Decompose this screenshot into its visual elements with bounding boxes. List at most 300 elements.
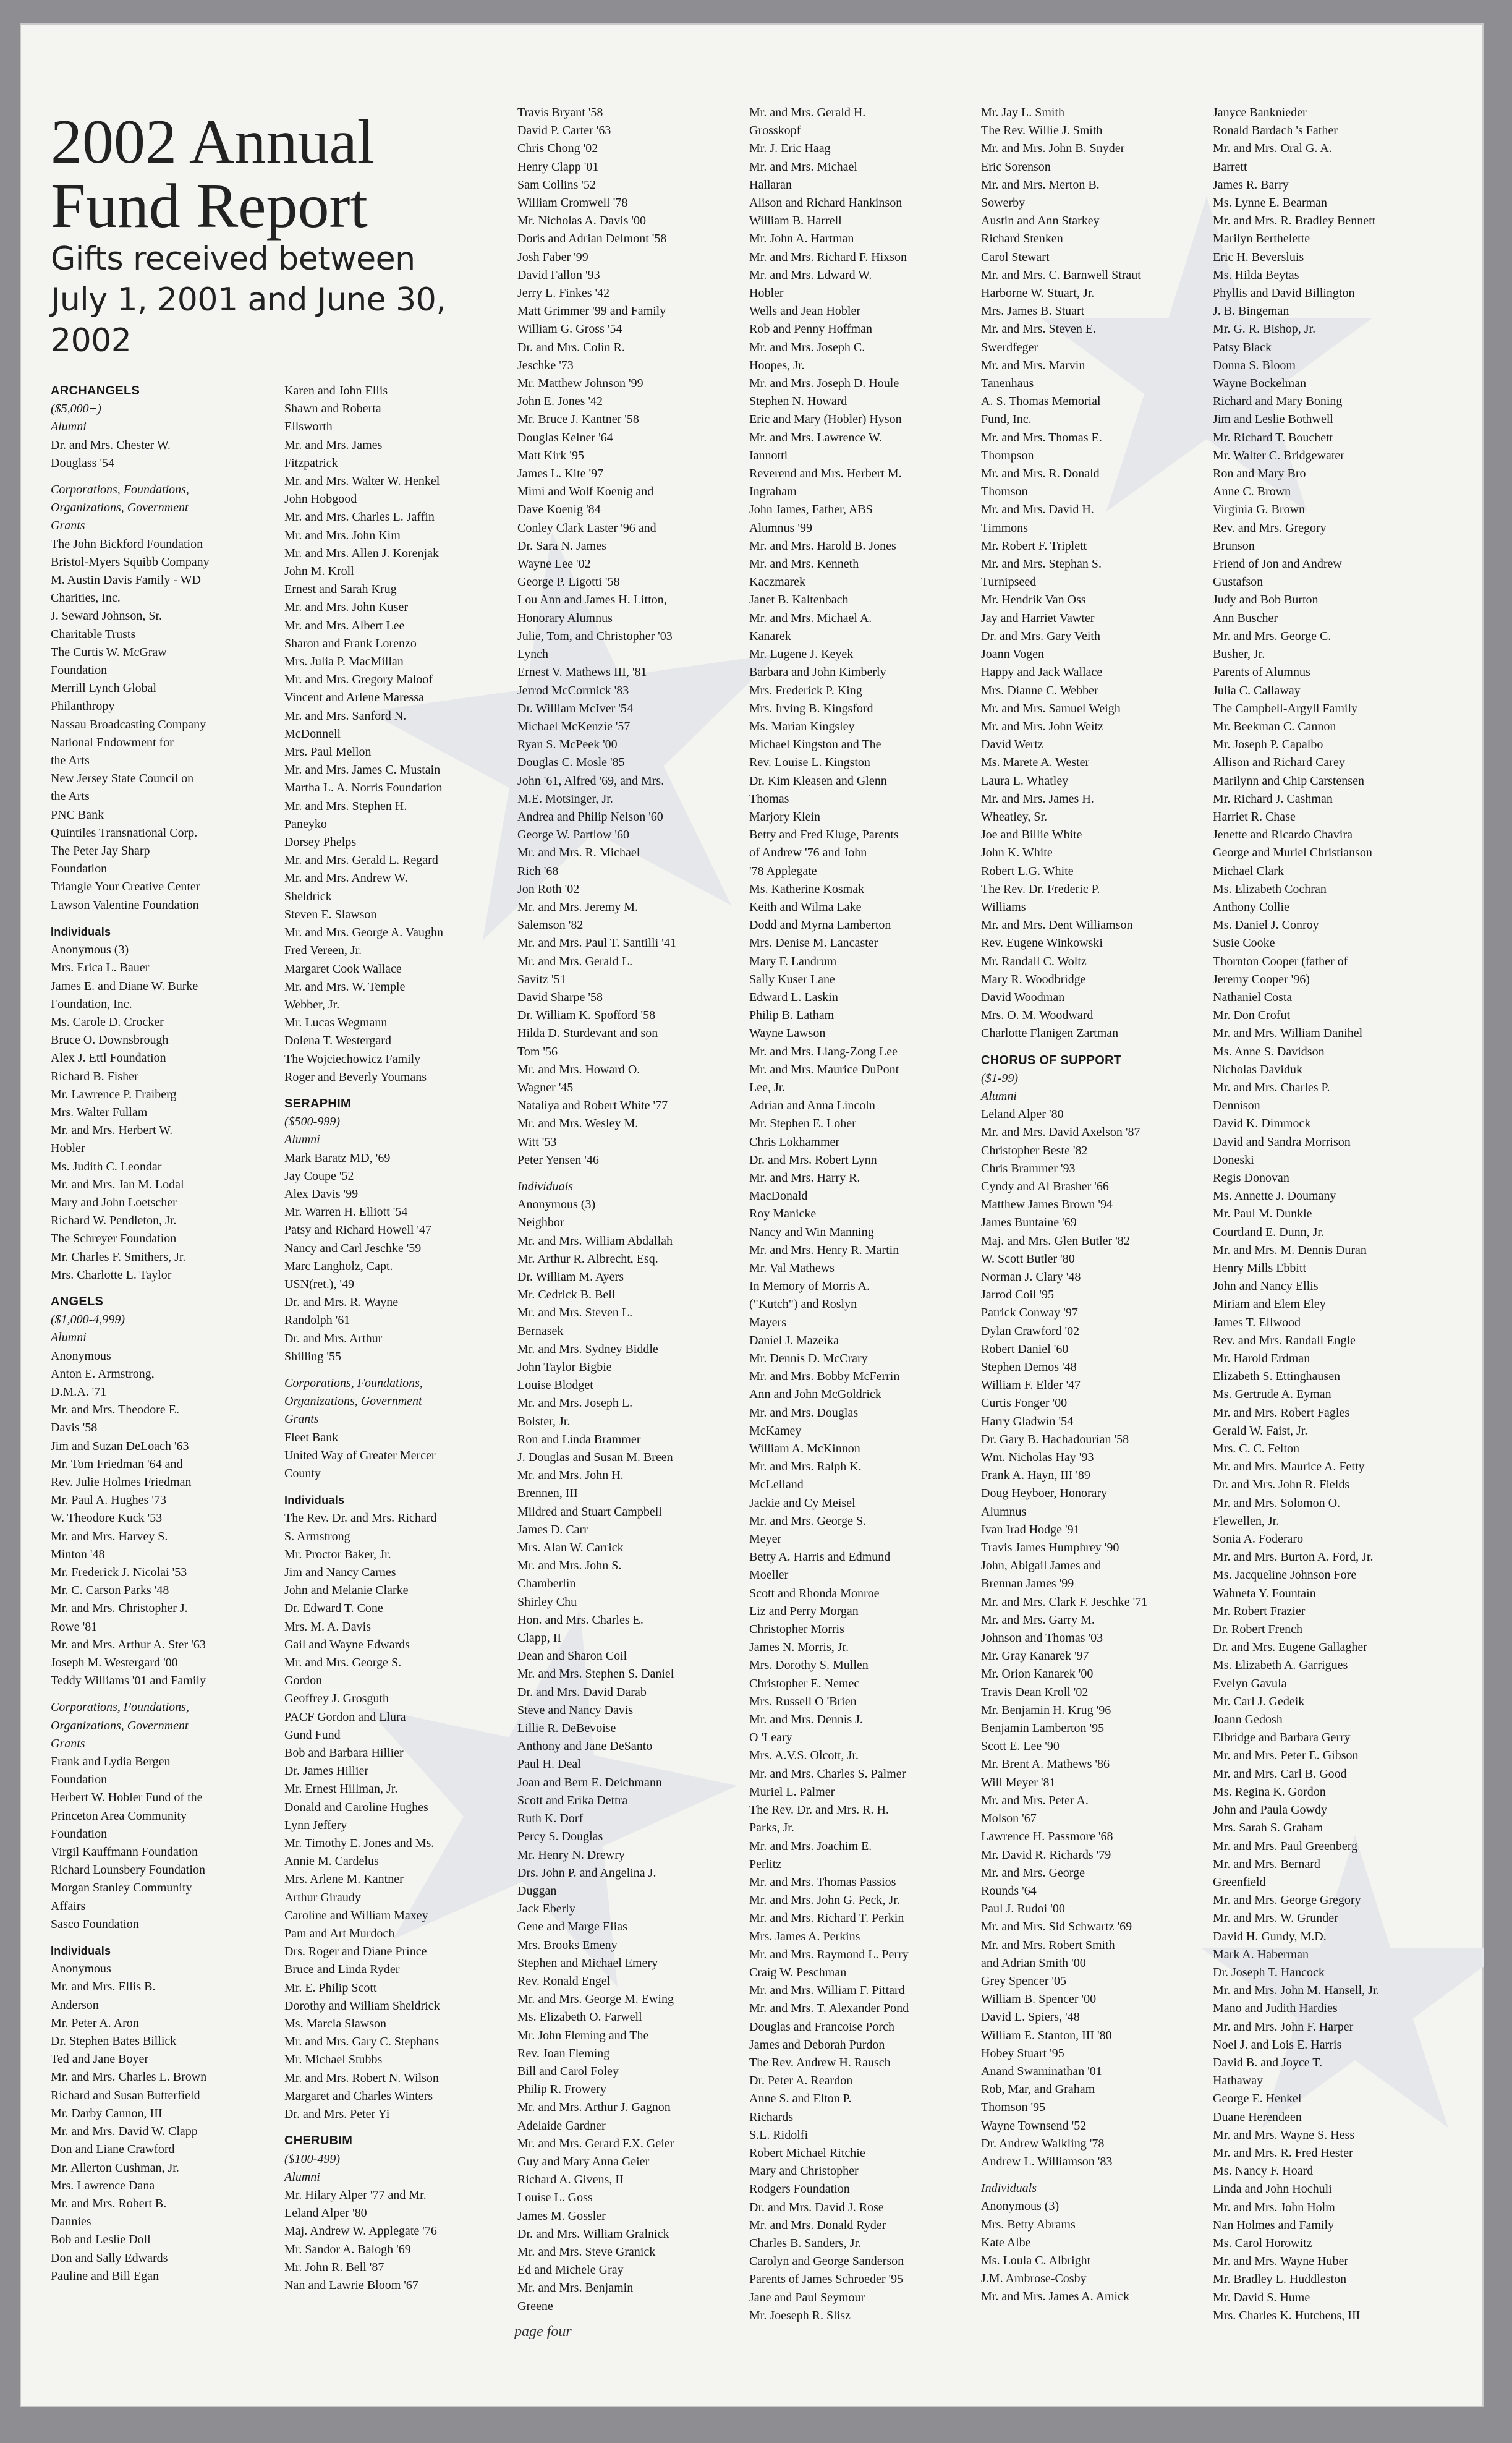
donor-line: Gordon — [284, 1674, 323, 1688]
spacer — [51, 1284, 292, 1293]
donor-line: Ed and Michele Gray — [517, 2263, 624, 2277]
donor-line: Harriet R. Chase — [1213, 809, 1296, 824]
donor-line: Mr. Hilary Alper '77 and Mr. — [284, 2188, 427, 2202]
donor-line: Jerry L. Finkes '42 — [517, 286, 610, 301]
donor-line: Hobey Stuart '95 — [981, 2046, 1064, 2060]
donor-line: Joann Vogen — [981, 647, 1045, 662]
donor-line: Jack Eberly — [517, 1902, 575, 1916]
donor-line: Turnipseed — [981, 575, 1037, 589]
donor-line: O 'Leary — [749, 1731, 792, 1745]
donor-line: Ms. Judith C. Leondar — [51, 1159, 162, 1174]
donor-line: Dr. and Mrs. Chester W. — [51, 438, 171, 452]
donor-line: Mr. Richard T. Bouchett — [1213, 430, 1333, 445]
spacer — [517, 1169, 752, 1178]
donor-line: Salemson '82 — [517, 918, 584, 932]
donor-line: Christopher E. Nemec — [749, 1676, 860, 1690]
donor-line: Travis Bryant '58 — [517, 106, 603, 119]
donor-line: Mr. Proctor Baker, Jr. — [284, 1547, 391, 1561]
donor-line: Mr. and Mrs. Michael A. — [749, 611, 872, 625]
donor-line: Chris Chong '02 — [517, 142, 598, 156]
donor-line: Kaczmarek — [749, 575, 806, 589]
donor-line: Julie, Tom, and Christopher '03 — [517, 629, 673, 643]
donor-line: Honorary Alumnus — [517, 611, 613, 625]
subtitle-line-1: Gifts received between — [51, 241, 415, 278]
donor-line: Mr. C. Carson Parks '48 — [51, 1584, 169, 1598]
donor-line: Dennison — [1213, 1099, 1260, 1113]
donor-line: and Adrian Smith '00 — [981, 1956, 1086, 1970]
donor-line: Mr. and Mrs. Wayne Huber — [1213, 2254, 1349, 2269]
donor-line: Ms. Elizabeth A. Garrigues — [1213, 1658, 1348, 1673]
donor-line: Jay Coupe '52 — [284, 1169, 354, 1183]
donor-line: Nicholas Daviduk — [1213, 1062, 1302, 1077]
donor-line: David Sharpe '58 — [517, 990, 603, 1004]
donor-line: A. S. Thomas Memorial — [981, 394, 1101, 409]
donor-line: Jim and Leslie Bothwell — [1213, 412, 1333, 427]
donor-line: Mr. and Mrs. Richard F. Hixson — [749, 250, 907, 264]
donor-line: Richard A. Givens, II — [517, 2173, 624, 2187]
donor-line: Sam Collins '52 — [517, 177, 596, 192]
donor-line: Tanenhaus — [981, 377, 1034, 391]
donor-line: Flewellen, Jr. — [1213, 1514, 1280, 1528]
group-label: Corporations, Foundations, — [51, 483, 189, 497]
donor-line: Dolena T. Westergard — [284, 1034, 391, 1048]
donor-line: Rev. Eugene Winkowski — [981, 936, 1103, 950]
donor-line: Mr. and Mrs. George A. Vaughn — [284, 926, 444, 940]
donor-line: Richard W. Pendleton, Jr. — [51, 1214, 177, 1228]
donor-line: Gail and Wayne Edwards — [284, 1637, 410, 1652]
donor-line: Mr. and Mrs. Clark F. Jeschke '71 — [981, 1595, 1148, 1609]
donor-line: Travis Dean Kroll '02 — [981, 1685, 1089, 1699]
donor-line: Mr. and Mrs. Michael — [749, 160, 857, 174]
donor-line: Sharon and Frank Lorenzo — [284, 636, 417, 650]
donor-line: Roger and Beverly Youmans — [284, 1070, 427, 1084]
donor-line: Paul H. Deal — [517, 1757, 581, 1771]
donor-line: Mano and Judith Hardies — [1213, 2002, 1338, 2016]
donor-line: Mr. and Mrs. Steven E. — [981, 322, 1097, 336]
donor-line: Mr. Sandor A. Balogh '69 — [284, 2242, 411, 2256]
spacer — [284, 1366, 525, 1375]
donor-line: Mr. and Mrs. Joachim E. — [749, 1839, 872, 1853]
spacer — [51, 915, 292, 923]
donor-line: Mrs. Walter Fullam — [51, 1105, 148, 1119]
donor-line: Muriel L. Palmer — [749, 1784, 835, 1799]
donor-line: Ms. Anne S. Davidson — [1213, 1044, 1325, 1059]
group-label: Grants — [51, 519, 85, 533]
donor-line: The Wojciechowicz Family — [284, 1052, 421, 1066]
donor-line: Robert L.G. White — [981, 864, 1074, 878]
donor-line: Mr. and Mrs. Stephen S. Daniel — [517, 1667, 674, 1681]
donor-line: Dr. Kim Kleasen and Glenn — [749, 774, 887, 788]
spacer — [284, 1483, 525, 1491]
donor-line: Mr. and Mrs. James A. Amick — [981, 2290, 1129, 2304]
donor-line: Maj. Andrew W. Applegate '76 — [284, 2224, 437, 2238]
donor-line: George E. Henkel — [1213, 2092, 1302, 2106]
donor-line: Ms. Elizabeth Cochran — [1213, 882, 1327, 896]
donor-line: Mr. David S. Hume — [1213, 2290, 1310, 2304]
donor-line: Ruth K. Dorf — [517, 1812, 584, 1826]
donor-line: Ms. Regina K. Gordon — [1213, 1784, 1326, 1799]
page-footer: page four — [514, 2324, 572, 2340]
donor-line: Hathaway — [1213, 2074, 1264, 2088]
donor-line: Mr. and Mrs. Maurice A. Fetty — [1213, 1460, 1365, 1474]
level-heading: ANGELS — [51, 1294, 104, 1308]
donor-line: Janyce Banknieder — [1213, 106, 1307, 119]
donor-line: Andrew L. Williamson '83 — [981, 2154, 1113, 2168]
donor-line: Lynn Jeffery — [284, 1818, 347, 1832]
donor-line: John '61, Alfred '69, and Mrs. — [517, 774, 665, 788]
donor-line: James R. Barry — [1213, 177, 1289, 192]
donor-line: Jon Roth '02 — [517, 882, 580, 896]
donor-line: Conley Clark Laster '96 and — [517, 521, 656, 535]
donor-line: Mr. Tom Friedman '64 and — [51, 1457, 183, 1471]
donor-line: Mr. Val Mathews — [749, 1261, 835, 1275]
donor-line: Dr. and Mrs. David Darab — [517, 1685, 647, 1699]
donor-line: Mrs. Brooks Emeny — [517, 1938, 618, 1952]
level-heading: CHORUS OF SUPPORT — [981, 1053, 1122, 1067]
donor-line: Mimi and Wolf Koenig and — [517, 485, 654, 499]
donor-line: Robert Daniel '60 — [981, 1342, 1069, 1356]
donor-line: Molson '67 — [981, 1812, 1037, 1826]
donor-line: James Buntaine '69 — [981, 1216, 1077, 1230]
donor-line: Ted and Jane Boyer — [51, 2052, 148, 2066]
donor-line: Mr. and Mrs. R. Michael — [517, 846, 640, 860]
donor-line: Mr. Darby Cannon, III — [51, 2106, 163, 2120]
donor-line: Tom '56 — [517, 1044, 558, 1059]
donor-line: Mr. and Mrs. John Kim — [284, 528, 401, 542]
donor-line: Donald and Caroline Hughes — [284, 1800, 428, 1814]
donor-line: Rich '68 — [517, 864, 559, 878]
donor-line: The Campbell-Argyll Family — [1213, 701, 1358, 715]
donor-line: Mr. and Mrs. W. Temple — [284, 979, 406, 994]
donor-line: Dr. Gary B. Hachadourian '58 — [981, 1432, 1129, 1446]
donor-line: McDonnell — [284, 727, 341, 741]
donor-line: Mr. and Mrs. C. Barnwell Straut — [981, 268, 1141, 282]
group-heading: Individuals — [284, 1494, 345, 1507]
donor-line: Mrs. Charles K. Hutchens, III — [1213, 2308, 1361, 2322]
donor-line: M.E. Motsinger, Jr. — [517, 791, 613, 806]
donor-line: Dr. and Mrs. Gary Veith — [981, 629, 1100, 643]
donor-line: Mr. Allerton Cushman, Jr. — [51, 2160, 179, 2175]
donor-line: Mr. Paul M. Dunkle — [1213, 1207, 1312, 1221]
donor-line: W. Scott Butler '80 — [981, 1251, 1075, 1266]
donor-line: Mrs. Erica L. Bauer — [51, 961, 150, 975]
donor-line: Leland Alper '80 — [284, 2206, 367, 2220]
donor-line: Mr. and Mrs. Thomas E. — [981, 430, 1102, 445]
spacer — [51, 1690, 292, 1699]
donor-line: Doneski — [1213, 1153, 1254, 1167]
donor-line: Don and Liane Crawford — [51, 2142, 175, 2157]
donor-line: Jane and Paul Seymour — [749, 2290, 865, 2304]
donor-line: Anonymous — [51, 1962, 111, 1976]
donor-line: Dave Koenig '84 — [517, 503, 601, 517]
donor-line: Ernest V. Mathews III, '81 — [517, 665, 647, 680]
donor-line: Mary R. Woodbridge — [981, 972, 1086, 986]
donor-line: Mr. Peter A. Aron — [51, 2016, 139, 2030]
donor-line: Greene — [517, 2299, 553, 2313]
donor-line: Matthew James Brown '94 — [981, 1198, 1113, 1212]
donor-line: Gene and Marge Elias — [517, 1920, 627, 1934]
donor-line: Sonia A. Foderaro — [1213, 1532, 1304, 1546]
donor-line: Charitable Trusts — [51, 627, 136, 641]
donor-line: Parents of James Schroeder '95 — [749, 2272, 904, 2287]
donor-line: Brennen, III — [517, 1486, 578, 1501]
donor-line: USN(ret.), '49 — [284, 1277, 355, 1291]
donor-line: Mrs. Russell O 'Brien — [749, 1694, 857, 1708]
donor-line: Mr. Cedrick B. Bell — [517, 1288, 616, 1302]
donor-line: William B. Spencer '00 — [981, 1992, 1097, 2006]
donor-line: Jackie and Cy Meisel — [749, 1496, 856, 1510]
donor-line: Rev. Julie Holmes Friedman — [51, 1475, 192, 1489]
donor-line: Mr. Stephen E. Loher — [749, 1117, 856, 1131]
donor-line: Joan and Bern E. Deichmann — [517, 1775, 662, 1789]
donor-line: Mr. and Mrs. Harry R. — [749, 1170, 860, 1185]
donor-line: Foundation — [51, 1773, 108, 1787]
donor-line: Mr. and Mrs. John B. Snyder — [981, 142, 1125, 156]
donor-line: Sasco Foundation — [51, 1917, 139, 1931]
donor-line: Dr. James Hillier — [284, 1764, 369, 1778]
donor-line: Thornton Cooper (father of — [1213, 954, 1348, 968]
donor-line: Mr. and Mrs. Harvey S. — [51, 1529, 168, 1543]
donor-line: Mr. Jay L. Smith — [981, 106, 1065, 119]
donor-line: Mr. and Mrs. R. Bradley Bennett — [1213, 214, 1376, 228]
donor-line: The Rev. Willie J. Smith — [981, 124, 1103, 138]
donor-line: Dr. Edward T. Cone — [284, 1601, 383, 1616]
donor-line: Mr. and Mrs. Dennis J. — [749, 1713, 863, 1727]
donor-line: Mr. and Mrs. Christopher J. — [51, 1601, 188, 1616]
donor-line: Marjory Klein — [749, 809, 820, 824]
donor-line: Mrs. O. M. Woodward — [981, 1008, 1094, 1023]
donor-line: Mr. Benjamin H. Krug '96 — [981, 1703, 1111, 1717]
donor-line: Eric Sorenson — [981, 160, 1051, 174]
donor-line: Mr. and Mrs. Richard T. Perkin — [749, 1911, 904, 1925]
donor-line: Mr. and Mrs. John S. — [517, 1559, 622, 1573]
donor-line: Fred Vereen, Jr. — [284, 944, 362, 958]
donor-line: Mr. and Mrs. Arthur A. Ster '63 — [51, 1637, 206, 1652]
donor-line: Will Meyer '81 — [981, 1775, 1056, 1789]
donor-line: Dr. Andrew Walkling '78 — [981, 2136, 1105, 2151]
donor-line: Ms. Lynne E. Bearman — [1213, 196, 1327, 210]
donor-line: Scott and Erika Dettra — [517, 1793, 628, 1807]
donor-line: Mr. Beekman C. Cannon — [1213, 719, 1336, 733]
donor-line: In Memory of Morris A. — [749, 1279, 870, 1294]
donor-line: Dr. Sara N. James — [517, 539, 606, 553]
donor-line: Mr. and Mrs. Theodore E. — [51, 1403, 179, 1417]
donor-line: Mr. Charles F. Smithers, Jr. — [51, 1250, 186, 1264]
donor-line: Sheldrick — [284, 889, 332, 903]
donor-line: Ivan Irad Hodge '91 — [981, 1522, 1080, 1537]
donor-line: Bernasek — [517, 1324, 564, 1338]
donor-line: Mr. and Mrs. Charles L. Brown — [51, 2070, 207, 2084]
donor-line: Parks, Jr. — [749, 1821, 794, 1835]
donor-line: Anonymous (3) — [981, 2199, 1060, 2214]
donor-line: Steve and Nancy Davis — [517, 1703, 634, 1717]
donor-line: Mr. Eugene J. Keyek — [749, 647, 854, 662]
donor-line: Brennan James '99 — [981, 1577, 1074, 1591]
donor-line: Richard and Susan Butterfield — [51, 2088, 200, 2102]
donor-line: Mr. and Mrs. Henry R. Martin — [749, 1243, 899, 1257]
donor-column-2 — [284, 382, 525, 2295]
donor-line: Mr. Joeseph R. Slisz — [749, 2308, 851, 2322]
donor-line: Bob and Barbara Hillier — [284, 1746, 404, 1760]
donor-line: Mr. and Mrs. Howard O. — [517, 1062, 640, 1077]
donor-line: Mr. and Mrs. Herbert W. — [51, 1123, 173, 1138]
donor-line: Mr. and Mrs. Paul T. Santilli '41 — [517, 936, 676, 950]
donor-line: Grey Spencer '05 — [981, 1974, 1066, 1988]
donor-line: Ms. Carol Horowitz — [1213, 2236, 1312, 2250]
donor-line: Anton E. Armstrong, — [51, 1366, 155, 1381]
donor-line: Moeller — [749, 1568, 789, 1582]
donor-line: Mr. J. Eric Haag — [749, 142, 831, 156]
donor-line: Douglass '54 — [51, 456, 115, 470]
donor-line: Anderson — [51, 1998, 99, 2012]
donor-column-6 — [1213, 104, 1448, 2325]
donor-line: Mr. and Mrs. William Danihel — [1213, 1026, 1363, 1041]
donor-line: Eric and Mary (Hobler) Hyson — [749, 412, 902, 427]
donor-line: Wahneta Y. Fountain — [1213, 1586, 1316, 1600]
donor-line: Hoopes, Jr. — [749, 358, 805, 372]
donor-line: Louise Blodget — [517, 1378, 593, 1392]
donor-line: Ms. Elizabeth O. Farwell — [517, 2010, 642, 2024]
donor-line: Patsy and Richard Howell '47 — [284, 1223, 432, 1237]
donor-line: John and Nancy Ellis — [1213, 1279, 1319, 1294]
donor-line: Lee, Jr. — [749, 1080, 786, 1094]
donor-line: Jeschke '73 — [517, 358, 574, 372]
donor-line: Mr. John Fleming and The — [517, 2028, 649, 2042]
donor-line: Mr. and Mrs. David W. Clapp — [51, 2125, 198, 2139]
donor-line: Hilda D. Sturdevant and son — [517, 1026, 658, 1041]
donor-line: Mr. E. Philip Scott — [284, 1980, 377, 1995]
donor-line: Rev. Ronald Engel — [517, 1974, 611, 1988]
donor-line: Lawrence H. Passmore '68 — [981, 1830, 1113, 1844]
donor-line: Quintiles Transnational Corp. — [51, 825, 198, 840]
donor-line: Mr. and Mrs. David H. — [981, 503, 1094, 517]
donor-line: John Hobgood — [284, 492, 357, 506]
donor-line: Anthony Collie — [1213, 900, 1289, 914]
donor-line: Paneyko — [284, 817, 327, 831]
donor-line: Wells and Jean Hobler — [749, 304, 860, 318]
donor-line: Mr. Lawrence P. Fraiberg — [51, 1087, 177, 1101]
donor-line: Scott E. Lee '90 — [981, 1739, 1060, 1754]
donor-line: Mr. and Mrs. George S. — [284, 1656, 402, 1670]
donor-line: Laura L. Whatley — [981, 774, 1069, 788]
donor-line: Doris and Adrian Delmont '58 — [517, 232, 667, 246]
donor-line: Mr. and Mrs. Raymond L. Perry — [749, 1947, 909, 1961]
group-label: Alumni — [51, 1331, 87, 1345]
donor-line: Fleet Bank — [284, 1430, 339, 1444]
donor-line: Mr. and Mrs. Wayne S. Hess — [1213, 2128, 1355, 2142]
donor-line: Patrick Conway '97 — [981, 1306, 1078, 1320]
donor-line: Mr. and Mrs. Maurice DuPont — [749, 1062, 899, 1077]
donor-line: Mr. and Mrs. M. Dennis Duran — [1213, 1243, 1367, 1257]
donor-line: Mrs. C. C. Felton — [1213, 1442, 1300, 1456]
donor-line: Richard Lounsbery Foundation — [51, 1863, 205, 1877]
donor-line: Martha L. A. Norris Foundation — [284, 781, 443, 795]
donor-line: Josh Faber '99 — [517, 250, 588, 264]
donor-line: Mr. Timothy E. Jones and Ms. — [284, 1836, 435, 1851]
donor-line: Mr. Matthew Johnson '99 — [517, 377, 643, 391]
donor-line: Mr. and Mrs. Robert Fagles — [1213, 1405, 1350, 1420]
report-page — [20, 23, 1484, 2407]
donor-line: Mr. Henry N. Drewry — [517, 1848, 625, 1862]
donor-line: Chamberlin — [517, 1577, 576, 1591]
donor-line: Mr. Brent A. Mathews '86 — [981, 1757, 1110, 1771]
donor-line: Mrs. Dianne C. Webber — [981, 683, 1098, 697]
donor-line: Mr. and Mrs. Joseph D. Houle — [749, 377, 899, 391]
donor-line: Mr. and Mrs. John F. Harper — [1213, 2019, 1354, 2034]
donor-line: George W. Partlow '60 — [517, 828, 629, 842]
donor-line: Ms. Daniel J. Conroy — [1213, 918, 1319, 932]
donor-line: Mary and John Loetscher — [51, 1195, 177, 1209]
donor-line: J. B. Bingeman — [1213, 304, 1289, 318]
spacer — [284, 2123, 525, 2132]
donor-line: Evelyn Gavula — [1213, 1676, 1287, 1690]
donor-line: Shilling '55 — [284, 1349, 341, 1363]
donor-column-1 — [51, 382, 292, 2285]
donor-line: Mr. and Mrs. Ellis B. — [51, 1980, 156, 1994]
donor-line: Betty and Fred Kluge, Parents — [749, 828, 899, 842]
donor-line: Mr. Orion Kanarek '00 — [981, 1667, 1094, 1681]
donor-line: Dr. and Mrs. John R. Fields — [1213, 1478, 1350, 1492]
donor-line: Mr. and Mrs. Albert Lee — [284, 618, 405, 633]
donor-line: Mr. Harold Erdman — [1213, 1352, 1310, 1366]
donor-line: The Curtis W. McGraw — [51, 645, 167, 659]
donor-line: Neighbor — [517, 1216, 564, 1230]
donor-line: Mr. and Mrs. John Kuser — [284, 600, 408, 615]
level-heading: SERAPHIM — [284, 1096, 351, 1111]
donor-line: Frank A. Hayn, III '89 — [981, 1469, 1090, 1483]
donor-line: John M. Kroll — [284, 565, 354, 579]
donor-line: J. Douglas and Susan M. Breen — [517, 1451, 673, 1465]
donor-line: Friend of Jon and Andrew — [1213, 557, 1342, 571]
donor-line: Dr. and Mrs. Colin R. — [517, 340, 625, 354]
donor-line: Mr. and Mrs. Walter W. Henkel — [284, 474, 440, 488]
donor-line: Douglas and Francoise Porch — [749, 2019, 894, 2034]
donor-line: '78 Applegate — [749, 864, 817, 878]
donor-column-3 — [517, 104, 752, 2316]
donor-line: PNC Bank — [51, 808, 104, 822]
donor-line: Bolster, Jr. — [517, 1414, 571, 1428]
donor-line: Keith and Wilma Lake — [749, 900, 862, 914]
donor-line: Anand Swaminathan '01 — [981, 2064, 1102, 2078]
donor-line: Mr. and Mrs. George Gregory — [1213, 1893, 1361, 1908]
donor-line: Randolph '61 — [284, 1313, 350, 1328]
donor-line: Mr. and Mrs. Andrew W. — [284, 871, 408, 885]
donor-line: Mr. Nicholas A. Davis '00 — [517, 214, 647, 228]
donor-line: Timmons — [981, 521, 1028, 535]
donor-line: Mr. and Mrs. George S. — [749, 1514, 867, 1528]
donor-line: Mary F. Landrum — [749, 954, 837, 968]
donor-line: Mr. and Mrs. George M. Ewing — [517, 1992, 674, 2006]
donor-line: Douglas C. Mosle '85 — [517, 756, 625, 770]
donor-line: Mr. Robert Frazier — [1213, 1604, 1306, 1618]
donor-line: Mrs. Lawrence Dana — [51, 2178, 155, 2193]
donor-line: Vincent and Arlene Maressa — [284, 691, 424, 705]
donor-line: Ms. Gertrude A. Eyman — [1213, 1388, 1331, 1402]
spacer — [981, 2171, 1216, 2180]
donor-line: Anne C. Brown — [1213, 485, 1291, 499]
donor-column-4 — [749, 104, 984, 2325]
donor-line: Duane Herendeen — [1213, 2110, 1302, 2124]
donor-line: Mr. and Mrs. Wesley M. — [517, 1117, 639, 1131]
donor-line: The John Bickford Foundation — [51, 537, 203, 551]
donor-line: Princeton Area Community — [51, 1809, 187, 1823]
donor-line: Witt '53 — [517, 1135, 557, 1149]
donor-line: Mr. and Mrs. James — [284, 438, 383, 452]
donor-line: Dr. William M. Ayers — [517, 1270, 624, 1284]
donor-line: Anonymous (3) — [51, 943, 129, 957]
donor-line: Virgil Kauffmann Foundation — [51, 1845, 198, 1859]
donor-line: Nancy and Win Manning — [749, 1225, 874, 1239]
